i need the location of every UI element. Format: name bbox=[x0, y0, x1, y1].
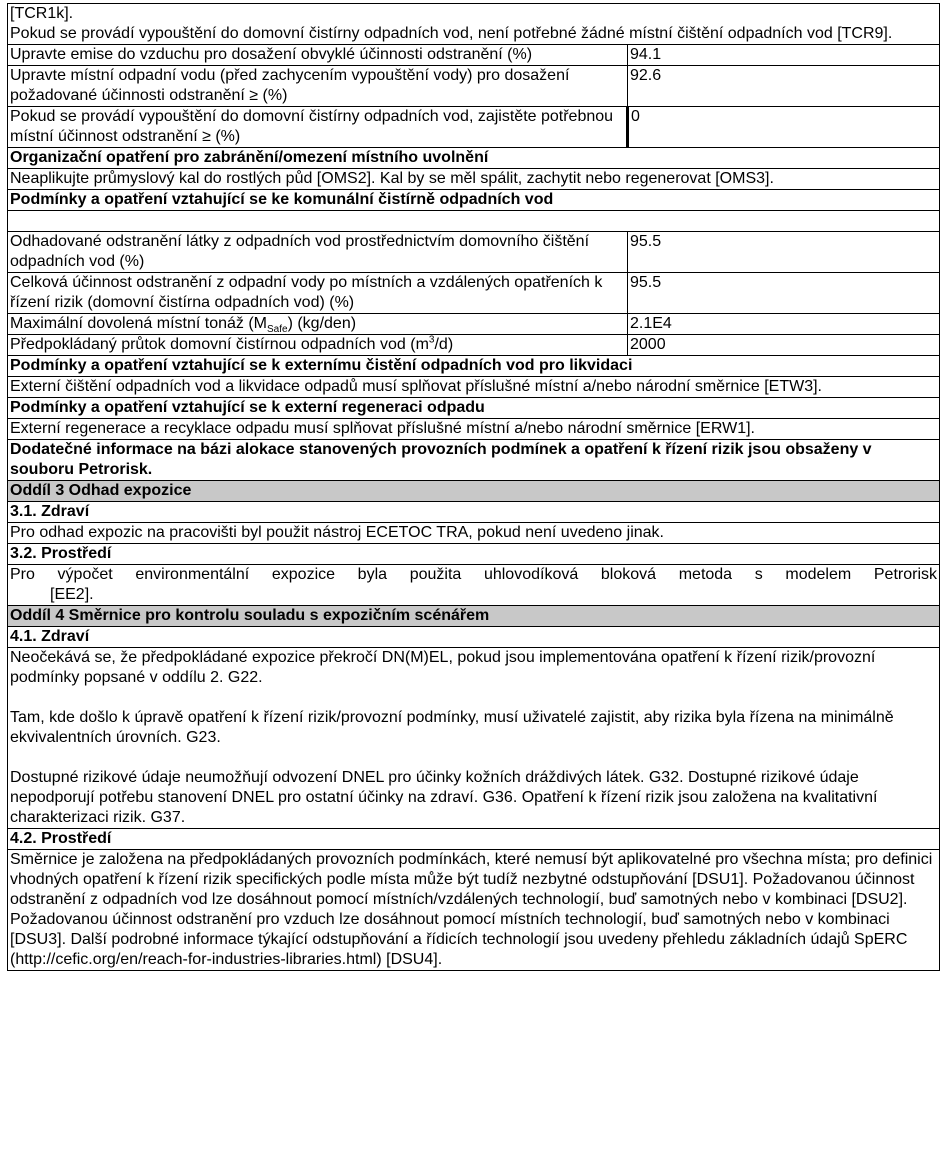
section3-env-cell bbox=[8, 565, 940, 606]
section4-health-p3: Dostupné rizikové údaje neumožňují odvození DNEL pro účinky kožních dráždivých látek. G32. Dostupné rizikové údaje nepodporují potřebu stanovení DNEL pro ostatní účinky na zdraví. G36. Opatření k řízení rizik jsou založena na kvalitativní charakterizaci rizik. G37. bbox=[10, 769, 878, 826]
org-heading: Organizační opatření pro zabránění/omezení místního uvolnění bbox=[8, 148, 940, 169]
section3-title: Oddíl 3 Odhad expozice bbox=[8, 481, 940, 502]
section3-health-text: Pro odhad expozic na pracovišti byl použit nástroj ECETOC TRA, pokud není uvedeno jinak. bbox=[8, 523, 940, 544]
subheading-row bbox=[8, 829, 940, 850]
subheading-row bbox=[8, 502, 940, 523]
table-row bbox=[8, 232, 940, 273]
section3-env-heading: 3.2. Prostředí bbox=[8, 544, 940, 565]
text-row bbox=[8, 377, 940, 398]
section-heading-row bbox=[8, 398, 940, 419]
section3-env-text-1: Pro výpočet environmentální expozice byla použita uhlovodíková bloková metoda s modelem Petrorisk bbox=[10, 566, 937, 583]
table-row bbox=[8, 273, 940, 314]
row-label: Upravte místní odpadní vodu (před zachycením vypouštění vody) pro dosažení požadované účinnosti odstranění ≥ (%) bbox=[8, 66, 628, 107]
table-row bbox=[8, 314, 940, 335]
section4-env-heading: 4.2. Prostředí bbox=[8, 829, 940, 850]
section4-env-text: Směrnice je založena na předpokládaných provozních podmínkách, které nemusí být aplikovatelné pro všechna místa; pro definici vhodných opatření k řízení rizik specifických podle místa může být tudíž nezbytné odstupňování [DSU1]. Požadovanou účinnost odstranění z odpadních vod lze dosáhnout pomocí místních/vzdálených technologií, buď samotných nebo v kombinaci [DSU2]. Požadovanou účinnost odstranění pro vzduch lze dosáhnout pomocí místních technologií, buď samotných nebo v kombinaci [DSU3]. Další podrobné informace týkající odstupňování a řídicích technologií jsou uvedeny přehledu základních údajů SpERC (http://cefic.org/en/reach-for-industries-libraries.html) [DSU4]. bbox=[8, 850, 940, 971]
text-row bbox=[8, 169, 940, 190]
intro-line-2: Pokud se provádí vypouštění do domovní čistírny odpadních vod, není potřebné žádné místní čištění odpadních vod [TCR9]. bbox=[10, 25, 893, 42]
municipal-heading: Podmínky a opatření vztahující se ke komunální čistírně odpadních vod bbox=[8, 190, 940, 211]
table-row bbox=[8, 107, 940, 148]
text-row bbox=[8, 523, 940, 544]
row-value: 95.5 bbox=[628, 232, 940, 273]
intro-row bbox=[8, 4, 940, 45]
paragraph-spacer bbox=[10, 688, 937, 708]
section4-health-heading: 4.1. Zdraví bbox=[8, 627, 940, 648]
section4-health-p2: Tam, kde došlo k úpravě opatření k řízení rizik/provozní podmínky, musí uživatelé zajistit, aby rizika byla řízena na minimálně ekvivalentních úrovních. G23. bbox=[10, 709, 894, 746]
section4-health-cell bbox=[8, 648, 940, 829]
petrorisk-note: Dodatečné informace na bázi alokace stanovených provozních podmínek a opatření k řízení rizik jsou obsaženy v souboru Petrorisk. bbox=[8, 440, 940, 481]
section-heading-row bbox=[8, 356, 940, 377]
text-row bbox=[8, 850, 940, 971]
msafe-label: Maximální dovolená místní tonáž $(M_{Safe})$ (kg/den) bbox=[8, 314, 628, 335]
section-heading-row bbox=[8, 190, 940, 211]
section3-env-text-2: [EE2]. bbox=[50, 586, 94, 603]
section-heading-row bbox=[8, 148, 940, 169]
row-value: 92.6 bbox=[628, 66, 940, 107]
section-title-row bbox=[8, 481, 940, 502]
table-row bbox=[8, 335, 940, 356]
row-label: Celková účinnost odstranění z odpadní vody po místních a vzdálených opatřeních k řízení rizik (domovní čistírna odpadních vod) (%) bbox=[8, 273, 628, 314]
row-value: 95.5 bbox=[628, 273, 940, 314]
external-cleaning-heading: Podmínky a opatření vztahující se k externímu čistění odpadních vod pro likvidaci bbox=[8, 356, 940, 377]
row-value: 0 bbox=[628, 107, 940, 148]
section4-title: Oddíl 4 Směrnice pro kontrolu souladu s expozičním scénářem bbox=[8, 606, 940, 627]
table-row bbox=[8, 45, 940, 66]
paragraph-spacer bbox=[10, 748, 937, 768]
blank-cell bbox=[8, 211, 940, 232]
row-value: 94.1 bbox=[628, 45, 940, 66]
section3-health-heading: 3.1. Zdraví bbox=[8, 502, 940, 523]
msafe-value: 2.1E4 bbox=[628, 314, 940, 335]
flow-label: Předpokládaný průtok domovní čistírnou odpadních vod $(m^3/d)$ bbox=[8, 335, 628, 356]
subheading-row bbox=[8, 627, 940, 648]
subheading-row bbox=[8, 544, 940, 565]
blank-row bbox=[8, 211, 940, 232]
note-row bbox=[8, 440, 940, 481]
external-cleaning-text: Externí čištění odpadních vod a likvidace odpadů musí splňovat příslušné místní a/nebo národní směrnice [ETW3]. bbox=[8, 377, 940, 398]
external-recovery-heading: Podmínky a opatření vztahující se k externí regeneraci odpadu bbox=[8, 398, 940, 419]
section-title-row bbox=[8, 606, 940, 627]
org-text: Neaplikujte průmyslový kal do rostlých půd [OMS2]. Kal by se měl spálit, zachytit nebo regenerovat [OMS3]. bbox=[8, 169, 940, 190]
row-label: Upravte emise do vzduchu pro dosažení obvyklé účinnosti odstranění (%) bbox=[8, 45, 628, 66]
flow-value: 2000 bbox=[628, 335, 940, 356]
row-label: Odhadované odstranění látky z odpadních vod prostřednictvím domovního čištění odpadních vod (%) bbox=[8, 232, 628, 273]
text-row bbox=[8, 565, 940, 606]
document-table bbox=[7, 3, 940, 971]
table-row bbox=[8, 66, 940, 107]
text-row bbox=[8, 419, 940, 440]
text-row bbox=[8, 648, 940, 829]
intro-line-1: [TCR1k]. bbox=[10, 5, 74, 22]
section4-health-p1: Neočekává se, že předpokládané expozice překročí DN(M)EL, pokud jsou implementována opatření k řízení rizik/provozní podmínky popsané v oddílu 2. G22. bbox=[10, 649, 876, 686]
row-label: Pokud se provádí vypouštění do domovní čistírny odpadních vod, zajistěte potřebnou místní účinnost odstranění ≥ (%) bbox=[8, 107, 628, 148]
intro-cell bbox=[8, 4, 940, 45]
external-recovery-text: Externí regenerace a recyklace odpadu musí splňovat příslušné místní a/nebo národní směrnice [ERW1]. bbox=[8, 419, 940, 440]
